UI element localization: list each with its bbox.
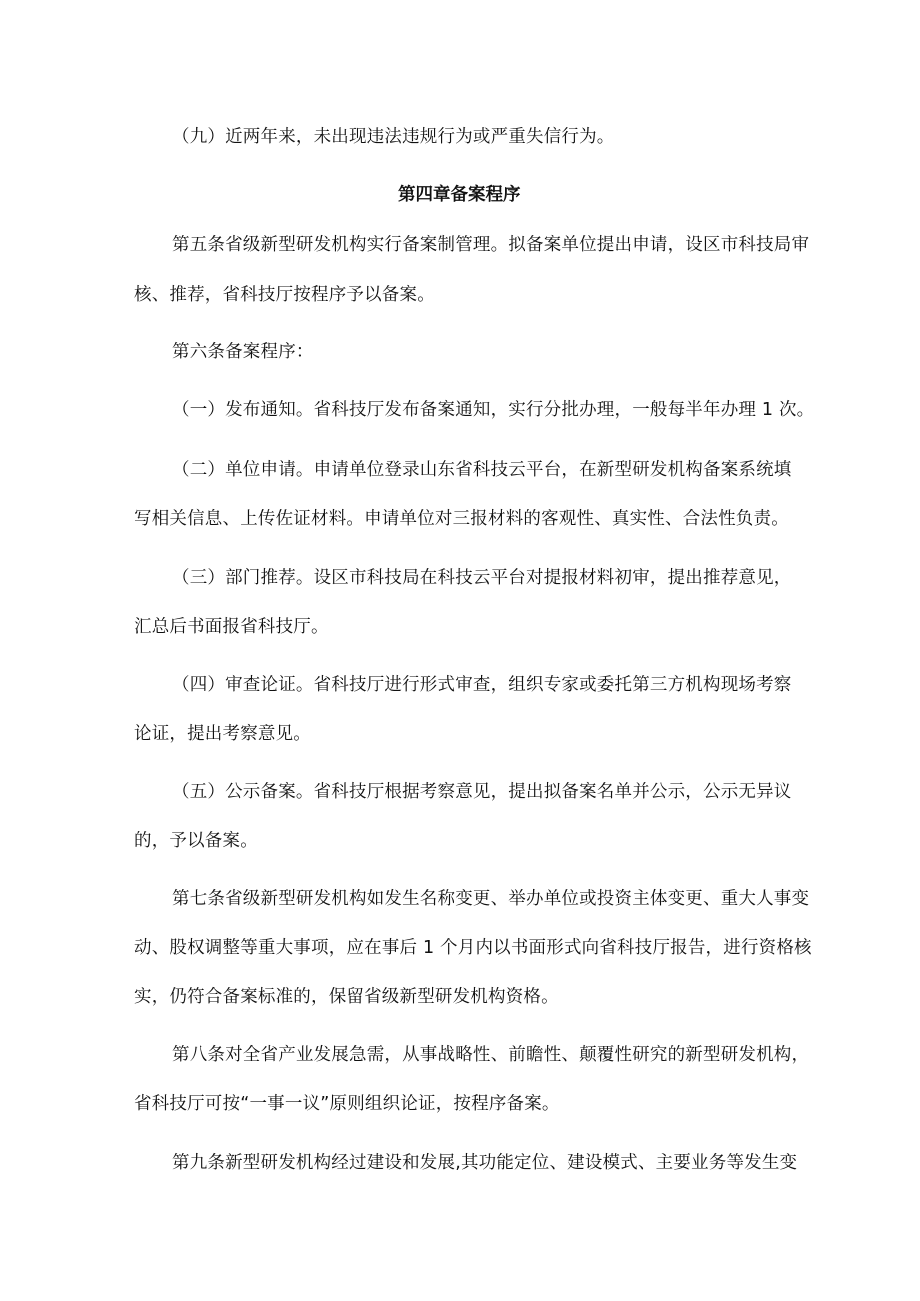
article-9-line-1: 第九条新型研发机构经过建设和发展,其功能定位、建设模式、主要业务等发生变 — [172, 1153, 798, 1173]
article-6-step-4-line-2: 论证，提出考察意见。 — [134, 724, 311, 744]
article-6-intro: 第六条备案程序： — [172, 342, 314, 362]
article-8-line-2: 省科技厅可按“一事一议”原则组织论证，按程序备案。 — [134, 1094, 560, 1114]
article-7-line-1: 第七条省级新型研发机构如发生名称变更、举办单位或投资主体变更、重大人事变 — [172, 889, 810, 909]
article-6-step-4-line-1: （四）审查论证。省科技厅进行形式审查，组织专家或委托第三方机构现场考察 — [172, 675, 792, 695]
article-6-step-3-line-1: （三）部门推荐。设区市科技局在科技云平台对提报材料初审，提出推荐意见， — [172, 568, 792, 588]
article-6-step-2-line-1: （二）单位申请。申请单位登录山东省科技云平台，在新型研发机构备案系统填 — [172, 460, 792, 480]
article-7-line-3: 实，仍符合备案标准的，保留省级新型研发机构资格。 — [134, 987, 559, 1007]
article-8-line-1: 第八条对全省产业发展急需，从事战略性、前瞻性、颠覆性研究的新型研发机构， — [172, 1045, 810, 1065]
clause-item-9: （九）近两年来，未出现违法违规行为或严重失信行为。 — [172, 127, 615, 147]
article-6-step-5-line-2: 的，予以备案。 — [134, 831, 258, 851]
article-6-step-2-line-2: 写相关信息、上传佐证材料。申请单位对三报材料的客观性、真实性、合法性负责。 — [134, 509, 789, 529]
article-6-step-1-line-1: （一）发布通知。省科技厅发布备案通知，实行分批办理，一般每半年办理 1 次。 — [172, 400, 815, 420]
article-6-step-3-line-2: 汇总后书面报省科技厅。 — [134, 617, 329, 637]
article-5-line-1: 第五条省级新型研发机构实行备案制管理。拟备案单位提出申请，设区市科技局审 — [172, 235, 810, 255]
article-7-line-2: 动、股权调整等重大事项，应在事后 1 个月内以书面形式向省科技厅报告，进行资格核 — [134, 938, 812, 958]
chapter-heading: 第四章备案程序 — [398, 185, 521, 205]
article-6-step-5-line-1: （五）公示备案。省科技厅根据考察意见，提出拟备案名单并公示，公示无异议 — [172, 782, 792, 802]
article-5-line-2: 核、推荐，省科技厅按程序予以备案。 — [134, 285, 435, 305]
